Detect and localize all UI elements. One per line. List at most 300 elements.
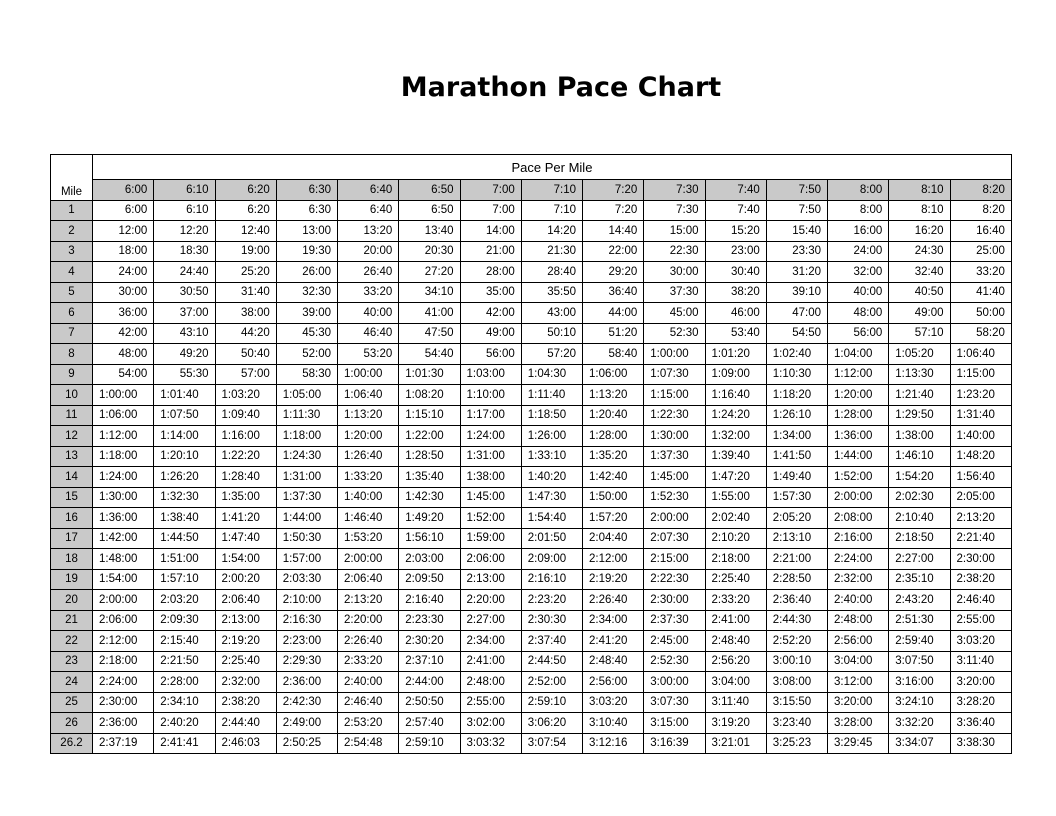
time-cell: 2:57:40 bbox=[399, 713, 460, 734]
time-cell: 2:00:20 bbox=[215, 569, 276, 590]
time-cell: 2:50:50 bbox=[399, 692, 460, 713]
table-row bbox=[51, 385, 1012, 406]
time-cell: 1:45:00 bbox=[644, 467, 705, 488]
time-cell: 1:55:00 bbox=[705, 487, 766, 508]
time-cell: 32:00 bbox=[828, 262, 889, 283]
time-cell: 1:20:00 bbox=[338, 426, 399, 447]
time-cell: 1:54:00 bbox=[93, 569, 154, 590]
time-cell: 2:25:40 bbox=[215, 651, 276, 672]
time-cell: 3:38:30 bbox=[950, 733, 1011, 754]
time-cell: 2:59:10 bbox=[521, 692, 582, 713]
time-cell: 28:40 bbox=[521, 262, 582, 283]
table-row bbox=[51, 528, 1012, 549]
pace-header-cell: 6:50 bbox=[399, 180, 460, 201]
time-cell: 1:47:20 bbox=[705, 467, 766, 488]
time-cell: 2:37:40 bbox=[521, 631, 582, 652]
time-cell: 49:00 bbox=[889, 303, 950, 324]
time-cell: 36:40 bbox=[583, 282, 644, 303]
time-cell: 1:28:40 bbox=[215, 467, 276, 488]
time-cell: 1:33:10 bbox=[521, 446, 582, 467]
time-cell: 56:00 bbox=[828, 323, 889, 344]
mile-cell: 19 bbox=[51, 569, 93, 590]
time-cell: 2:23:20 bbox=[521, 590, 582, 611]
time-cell: 2:55:00 bbox=[460, 692, 521, 713]
time-cell: 33:20 bbox=[950, 262, 1011, 283]
time-cell: 1:48:20 bbox=[950, 446, 1011, 467]
time-cell: 40:00 bbox=[338, 303, 399, 324]
time-cell: 2:21:00 bbox=[766, 549, 827, 570]
time-cell: 1:11:30 bbox=[276, 405, 337, 426]
mile-cell: 20 bbox=[51, 590, 93, 611]
time-cell: 2:28:00 bbox=[154, 672, 215, 693]
time-cell: 31:40 bbox=[215, 282, 276, 303]
time-cell: 2:15:40 bbox=[154, 631, 215, 652]
time-cell: 2:27:00 bbox=[460, 610, 521, 631]
table-row bbox=[51, 610, 1012, 631]
time-cell: 3:34:07 bbox=[889, 733, 950, 754]
time-cell: 1:07:50 bbox=[154, 405, 215, 426]
time-cell: 1:03:20 bbox=[215, 385, 276, 406]
time-cell: 1:57:20 bbox=[583, 508, 644, 529]
time-cell: 32:30 bbox=[276, 282, 337, 303]
time-cell: 13:20 bbox=[338, 221, 399, 242]
time-cell: 57:20 bbox=[521, 344, 582, 365]
time-cell: 1:00:00 bbox=[644, 344, 705, 365]
time-cell: 1:01:30 bbox=[399, 364, 460, 385]
time-cell: 38:00 bbox=[215, 303, 276, 324]
time-cell: 3:19:20 bbox=[705, 713, 766, 734]
table-row bbox=[51, 692, 1012, 713]
time-cell: 13:00 bbox=[276, 221, 337, 242]
time-cell: 23:30 bbox=[766, 241, 827, 262]
time-cell: 14:40 bbox=[583, 221, 644, 242]
time-cell: 6:00 bbox=[93, 200, 154, 221]
time-cell: 2:06:40 bbox=[215, 590, 276, 611]
time-cell: 2:13:00 bbox=[460, 569, 521, 590]
time-cell: 16:20 bbox=[889, 221, 950, 242]
time-cell: 3:02:00 bbox=[460, 713, 521, 734]
time-cell: 2:30:00 bbox=[950, 549, 1011, 570]
time-cell: 1:50:00 bbox=[583, 487, 644, 508]
time-cell: 34:10 bbox=[399, 282, 460, 303]
time-cell: 1:29:50 bbox=[889, 405, 950, 426]
time-cell: 29:20 bbox=[583, 262, 644, 283]
time-cell: 1:26:10 bbox=[766, 405, 827, 426]
time-cell: 1:32:00 bbox=[705, 426, 766, 447]
table-row bbox=[51, 282, 1012, 303]
time-cell: 3:03:32 bbox=[460, 733, 521, 754]
time-cell: 1:26:00 bbox=[521, 426, 582, 447]
mile-cell: 17 bbox=[51, 528, 93, 549]
time-cell: 2:37:10 bbox=[399, 651, 460, 672]
time-cell: 2:00:00 bbox=[93, 590, 154, 611]
mile-cell: 12 bbox=[51, 426, 93, 447]
time-cell: 1:22:00 bbox=[399, 426, 460, 447]
time-cell: 40:50 bbox=[889, 282, 950, 303]
time-cell: 1:12:00 bbox=[828, 364, 889, 385]
time-cell: 1:31:40 bbox=[950, 405, 1011, 426]
table-row bbox=[51, 631, 1012, 652]
table-row bbox=[51, 303, 1012, 324]
time-cell: 16:00 bbox=[828, 221, 889, 242]
time-cell: 2:05:00 bbox=[950, 487, 1011, 508]
time-cell: 1:42:30 bbox=[399, 487, 460, 508]
time-cell: 1:31:00 bbox=[276, 467, 337, 488]
time-cell: 1:20:40 bbox=[583, 405, 644, 426]
time-cell: 1:10:00 bbox=[460, 385, 521, 406]
time-cell: 57:10 bbox=[889, 323, 950, 344]
time-cell: 3:03:20 bbox=[950, 631, 1011, 652]
time-cell: 2:12:00 bbox=[583, 549, 644, 570]
time-cell: 19:30 bbox=[276, 241, 337, 262]
time-cell: 2:54:48 bbox=[338, 733, 399, 754]
pace-header-cell: 7:50 bbox=[766, 180, 827, 201]
pace-header-cell: 6:40 bbox=[338, 180, 399, 201]
time-cell: 1:39:40 bbox=[705, 446, 766, 467]
time-cell: 1:24:30 bbox=[276, 446, 337, 467]
time-cell: 2:16:30 bbox=[276, 610, 337, 631]
time-cell: 25:00 bbox=[950, 241, 1011, 262]
mile-cell: 22 bbox=[51, 631, 93, 652]
mile-cell: 15 bbox=[51, 487, 93, 508]
time-cell: 2:40:20 bbox=[154, 713, 215, 734]
time-cell: 6:50 bbox=[399, 200, 460, 221]
time-cell: 2:38:20 bbox=[215, 692, 276, 713]
time-cell: 1:38:00 bbox=[460, 467, 521, 488]
time-cell: 1:40:20 bbox=[521, 467, 582, 488]
time-cell: 2:16:00 bbox=[828, 528, 889, 549]
time-cell: 2:44:40 bbox=[215, 713, 276, 734]
time-cell: 12:40 bbox=[215, 221, 276, 242]
time-cell: 1:49:40 bbox=[766, 467, 827, 488]
time-cell: 1:48:00 bbox=[93, 549, 154, 570]
table-row bbox=[51, 200, 1012, 221]
time-cell: 30:40 bbox=[705, 262, 766, 283]
time-cell: 1:06:00 bbox=[93, 405, 154, 426]
time-cell: 2:46:40 bbox=[950, 590, 1011, 611]
pace-header-row bbox=[51, 180, 1012, 201]
time-cell: 1:52:00 bbox=[460, 508, 521, 529]
time-cell: 1:56:40 bbox=[950, 467, 1011, 488]
time-cell: 3:25:23 bbox=[766, 733, 827, 754]
time-cell: 1:40:00 bbox=[338, 487, 399, 508]
time-cell: 2:28:50 bbox=[766, 569, 827, 590]
mile-cell: 4 bbox=[51, 262, 93, 283]
time-cell: 2:29:30 bbox=[276, 651, 337, 672]
time-cell: 25:20 bbox=[215, 262, 276, 283]
mile-cell: 18 bbox=[51, 549, 93, 570]
time-cell: 7:10 bbox=[521, 200, 582, 221]
time-cell: 2:04:40 bbox=[583, 528, 644, 549]
time-cell: 2:12:00 bbox=[93, 631, 154, 652]
time-cell: 1:15:00 bbox=[644, 385, 705, 406]
time-cell: 38:20 bbox=[705, 282, 766, 303]
time-cell: 2:44:30 bbox=[766, 610, 827, 631]
time-cell: 1:28:00 bbox=[828, 405, 889, 426]
time-cell: 2:55:00 bbox=[950, 610, 1011, 631]
pace-header-cell: 7:20 bbox=[583, 180, 644, 201]
time-cell: 30:00 bbox=[644, 262, 705, 283]
time-cell: 20:00 bbox=[338, 241, 399, 262]
time-cell: 1:56:10 bbox=[399, 528, 460, 549]
time-cell: 1:15:00 bbox=[950, 364, 1011, 385]
time-cell: 3:07:50 bbox=[889, 651, 950, 672]
time-cell: 2:33:20 bbox=[705, 590, 766, 611]
time-cell: 2:02:40 bbox=[705, 508, 766, 529]
time-cell: 2:41:41 bbox=[154, 733, 215, 754]
time-cell: 1:00:00 bbox=[338, 364, 399, 385]
time-cell: 2:30:20 bbox=[399, 631, 460, 652]
time-cell: 52:00 bbox=[276, 344, 337, 365]
time-cell: 1:16:00 bbox=[215, 426, 276, 447]
time-cell: 1:17:00 bbox=[460, 405, 521, 426]
pace-header-cell: 6:10 bbox=[154, 180, 215, 201]
table-row bbox=[51, 733, 1012, 754]
time-cell: 1:47:40 bbox=[215, 528, 276, 549]
time-cell: 2:30:00 bbox=[93, 692, 154, 713]
time-cell: 2:00:00 bbox=[338, 549, 399, 570]
time-cell: 2:06:40 bbox=[338, 569, 399, 590]
time-cell: 14:20 bbox=[521, 221, 582, 242]
time-cell: 47:00 bbox=[766, 303, 827, 324]
time-cell: 2:56:00 bbox=[828, 631, 889, 652]
table-row bbox=[51, 713, 1012, 734]
time-cell: 2:48:00 bbox=[828, 610, 889, 631]
time-cell: 1:18:50 bbox=[521, 405, 582, 426]
time-cell: 8:20 bbox=[950, 200, 1011, 221]
time-cell: 2:42:30 bbox=[276, 692, 337, 713]
time-cell: 2:05:20 bbox=[766, 508, 827, 529]
time-cell: 1:35:40 bbox=[399, 467, 460, 488]
time-cell: 2:06:00 bbox=[460, 549, 521, 570]
table-row bbox=[51, 651, 1012, 672]
time-cell: 58:40 bbox=[583, 344, 644, 365]
pace-header-cell: 7:10 bbox=[521, 180, 582, 201]
time-cell: 1:38:40 bbox=[154, 508, 215, 529]
time-cell: 1:32:30 bbox=[154, 487, 215, 508]
mile-cell: 24 bbox=[51, 672, 93, 693]
time-cell: 48:00 bbox=[828, 303, 889, 324]
time-cell: 49:20 bbox=[154, 344, 215, 365]
time-cell: 15:20 bbox=[705, 221, 766, 242]
mile-cell: 21 bbox=[51, 610, 93, 631]
time-cell: 2:37:30 bbox=[644, 610, 705, 631]
time-cell: 1:34:00 bbox=[766, 426, 827, 447]
pace-header-cell: 8:20 bbox=[950, 180, 1011, 201]
time-cell: 6:20 bbox=[215, 200, 276, 221]
time-cell: 2:40:00 bbox=[828, 590, 889, 611]
time-cell: 3:29:45 bbox=[828, 733, 889, 754]
time-cell: 2:52:20 bbox=[766, 631, 827, 652]
time-cell: 50:00 bbox=[950, 303, 1011, 324]
time-cell: 2:41:20 bbox=[583, 631, 644, 652]
time-cell: 3:15:50 bbox=[766, 692, 827, 713]
time-cell: 2:44:00 bbox=[399, 672, 460, 693]
mile-cell: 3 bbox=[51, 241, 93, 262]
table-row bbox=[51, 405, 1012, 426]
pace-header-cell: 6:30 bbox=[276, 180, 337, 201]
time-cell: 1:57:00 bbox=[276, 549, 337, 570]
time-cell: 27:20 bbox=[399, 262, 460, 283]
time-cell: 24:40 bbox=[154, 262, 215, 283]
time-cell: 53:20 bbox=[338, 344, 399, 365]
time-cell: 26:40 bbox=[338, 262, 399, 283]
time-cell: 1:45:00 bbox=[460, 487, 521, 508]
time-cell: 2:34:00 bbox=[460, 631, 521, 652]
time-cell: 1:42:40 bbox=[583, 467, 644, 488]
time-cell: 2:49:00 bbox=[276, 713, 337, 734]
time-cell: 54:00 bbox=[93, 364, 154, 385]
time-cell: 35:50 bbox=[521, 282, 582, 303]
time-cell: 2:53:20 bbox=[338, 713, 399, 734]
time-cell: 2:40:00 bbox=[338, 672, 399, 693]
time-cell: 1:57:10 bbox=[154, 569, 215, 590]
time-cell: 2:48:40 bbox=[583, 651, 644, 672]
mile-cell: 13 bbox=[51, 446, 93, 467]
pace-header-cell: 6:00 bbox=[93, 180, 154, 201]
time-cell: 3:00:00 bbox=[644, 672, 705, 693]
time-cell: 13:40 bbox=[399, 221, 460, 242]
mile-cell: 23 bbox=[51, 651, 93, 672]
time-cell: 15:40 bbox=[766, 221, 827, 242]
time-cell: 2:51:30 bbox=[889, 610, 950, 631]
time-cell: 3:04:00 bbox=[705, 672, 766, 693]
time-cell: 2:24:00 bbox=[828, 549, 889, 570]
time-cell: 1:26:40 bbox=[338, 446, 399, 467]
time-cell: 40:00 bbox=[828, 282, 889, 303]
time-cell: 1:49:20 bbox=[399, 508, 460, 529]
time-cell: 41:00 bbox=[399, 303, 460, 324]
time-cell: 1:05:20 bbox=[889, 344, 950, 365]
mile-cell: 1 bbox=[51, 200, 93, 221]
time-cell: 1:40:00 bbox=[950, 426, 1011, 447]
time-cell: 1:01:40 bbox=[154, 385, 215, 406]
time-cell: 50:40 bbox=[215, 344, 276, 365]
time-cell: 3:12:00 bbox=[828, 672, 889, 693]
time-cell: 7:20 bbox=[583, 200, 644, 221]
time-cell: 2:26:40 bbox=[338, 631, 399, 652]
time-cell: 2:37:19 bbox=[93, 733, 154, 754]
time-cell: 49:00 bbox=[460, 323, 521, 344]
time-cell: 1:54:20 bbox=[889, 467, 950, 488]
time-cell: 2:10:40 bbox=[889, 508, 950, 529]
time-cell: 2:10:20 bbox=[705, 528, 766, 549]
time-cell: 24:30 bbox=[889, 241, 950, 262]
time-cell: 2:13:20 bbox=[338, 590, 399, 611]
time-cell: 1:18:20 bbox=[766, 385, 827, 406]
time-cell: 3:16:39 bbox=[644, 733, 705, 754]
pace-table bbox=[50, 154, 1012, 754]
time-cell: 1:05:00 bbox=[276, 385, 337, 406]
time-cell: 2:20:00 bbox=[338, 610, 399, 631]
time-cell: 1:01:20 bbox=[705, 344, 766, 365]
time-cell: 1:04:00 bbox=[828, 344, 889, 365]
table-row bbox=[51, 426, 1012, 447]
time-cell: 1:30:00 bbox=[93, 487, 154, 508]
time-cell: 1:03:00 bbox=[460, 364, 521, 385]
time-cell: 24:00 bbox=[828, 241, 889, 262]
time-cell: 2:20:00 bbox=[460, 590, 521, 611]
time-cell: 1:44:00 bbox=[828, 446, 889, 467]
time-cell: 2:22:30 bbox=[644, 569, 705, 590]
time-cell: 2:18:00 bbox=[705, 549, 766, 570]
mile-cell: 2 bbox=[51, 221, 93, 242]
time-cell: 1:09:40 bbox=[215, 405, 276, 426]
time-cell: 58:20 bbox=[950, 323, 1011, 344]
table-row bbox=[51, 672, 1012, 693]
time-cell: 3:20:00 bbox=[950, 672, 1011, 693]
time-cell: 12:00 bbox=[93, 221, 154, 242]
time-cell: 2:00:00 bbox=[828, 487, 889, 508]
time-cell: 2:16:10 bbox=[521, 569, 582, 590]
time-cell: 45:00 bbox=[644, 303, 705, 324]
mile-cell: 8 bbox=[51, 344, 93, 365]
time-cell: 1:31:00 bbox=[460, 446, 521, 467]
time-cell: 2:03:30 bbox=[276, 569, 337, 590]
time-cell: 2:18:50 bbox=[889, 528, 950, 549]
time-cell: 2:41:00 bbox=[705, 610, 766, 631]
table-row bbox=[51, 508, 1012, 529]
time-cell: 1:13:30 bbox=[889, 364, 950, 385]
time-cell: 1:24:00 bbox=[93, 467, 154, 488]
time-cell: 46:40 bbox=[338, 323, 399, 344]
time-cell: 2:08:00 bbox=[828, 508, 889, 529]
time-cell: 43:00 bbox=[521, 303, 582, 324]
time-cell: 1:41:50 bbox=[766, 446, 827, 467]
time-cell: 37:30 bbox=[644, 282, 705, 303]
time-cell: 2:44:50 bbox=[521, 651, 582, 672]
time-cell: 2:06:00 bbox=[93, 610, 154, 631]
time-cell: 2:01:50 bbox=[521, 528, 582, 549]
time-cell: 1:47:30 bbox=[521, 487, 582, 508]
time-cell: 55:30 bbox=[154, 364, 215, 385]
time-cell: 3:15:00 bbox=[644, 713, 705, 734]
time-cell: 2:24:00 bbox=[93, 672, 154, 693]
time-cell: 46:00 bbox=[705, 303, 766, 324]
time-cell: 2:02:30 bbox=[889, 487, 950, 508]
time-cell: 2:19:20 bbox=[583, 569, 644, 590]
time-cell: 1:13:20 bbox=[338, 405, 399, 426]
time-cell: 1:50:30 bbox=[276, 528, 337, 549]
time-cell: 1:46:10 bbox=[889, 446, 950, 467]
mile-cell: 11 bbox=[51, 405, 93, 426]
time-cell: 58:30 bbox=[276, 364, 337, 385]
pace-header-cell: 7:40 bbox=[705, 180, 766, 201]
table-row bbox=[51, 549, 1012, 570]
time-cell: 1:33:20 bbox=[338, 467, 399, 488]
time-cell: 23:00 bbox=[705, 241, 766, 262]
time-cell: 16:40 bbox=[950, 221, 1011, 242]
time-cell: 20:30 bbox=[399, 241, 460, 262]
pace-header-cell: 8:10 bbox=[889, 180, 950, 201]
time-cell: 43:10 bbox=[154, 323, 215, 344]
time-cell: 2:18:00 bbox=[93, 651, 154, 672]
time-cell: 22:30 bbox=[644, 241, 705, 262]
time-cell: 42:00 bbox=[460, 303, 521, 324]
time-cell: 18:00 bbox=[93, 241, 154, 262]
time-cell: 22:00 bbox=[583, 241, 644, 262]
time-cell: 44:20 bbox=[215, 323, 276, 344]
time-cell: 2:59:10 bbox=[399, 733, 460, 754]
time-cell: 2:33:20 bbox=[338, 651, 399, 672]
table-row bbox=[51, 487, 1012, 508]
time-cell: 2:52:00 bbox=[521, 672, 582, 693]
time-cell: 1:00:00 bbox=[93, 385, 154, 406]
time-cell: 1:59:00 bbox=[460, 528, 521, 549]
time-cell: 1:52:30 bbox=[644, 487, 705, 508]
time-cell: 7:00 bbox=[460, 200, 521, 221]
table-row bbox=[51, 467, 1012, 488]
